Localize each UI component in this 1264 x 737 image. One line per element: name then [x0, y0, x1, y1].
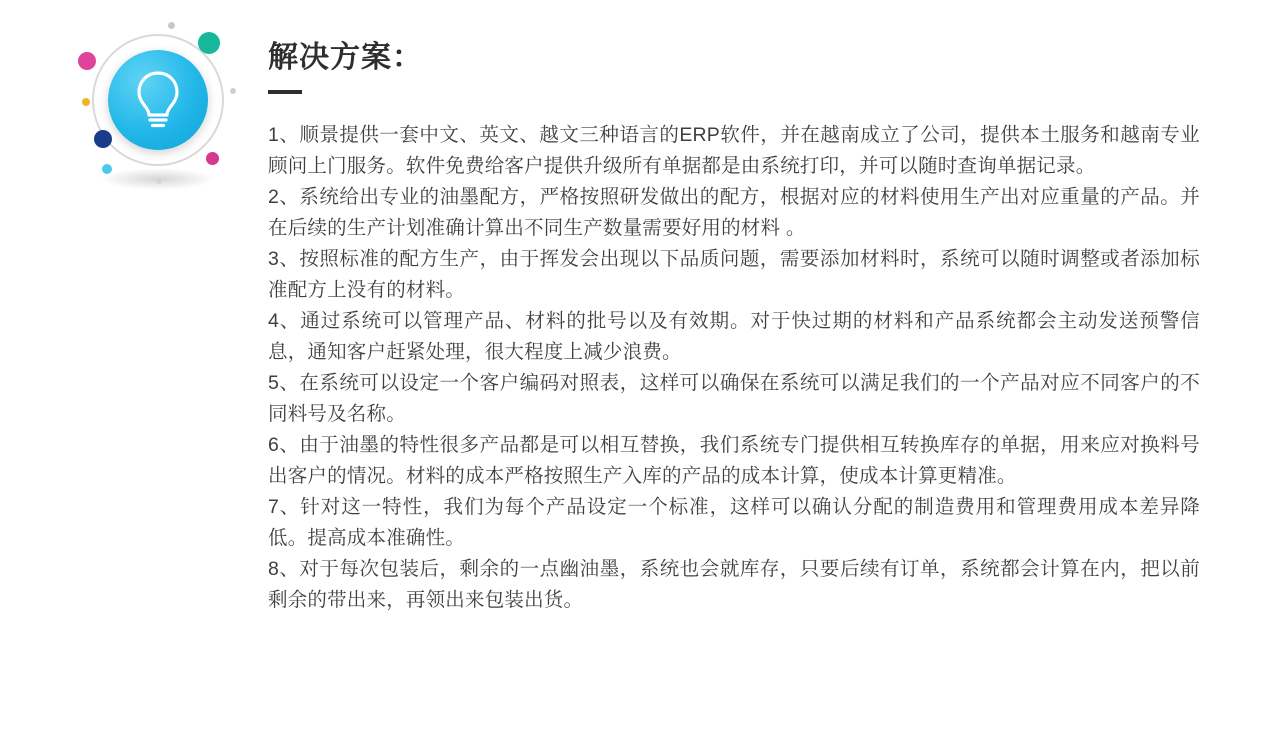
accent-dot-pink-large [78, 52, 96, 70]
accent-dot-teal [198, 32, 220, 54]
lightbulb-icon [108, 50, 208, 150]
solution-paragraph: 6、由于油墨的特性很多产品都是可以相互替换，我们系统专门提供相互转换库存的单据，用来应对换料号出客户的情况。材料的成本严格按照生产入库的产品的成本计算，使成本计算更精准。 [268, 434, 1200, 487]
accent-dot-cyan [102, 164, 112, 174]
accent-dot-gray-1 [168, 22, 175, 29]
accent-dot-navy [94, 130, 112, 148]
solution-paragraph: 2、系统给出专业的油墨配方，严格按照研发做出的配方，根据对应的材料使用生产出对应重量的产品。并在后续的生产计划准确计算出不同生产数量需要好用的材料 。 [268, 186, 1200, 239]
solution-paragraph: 5、在系统可以设定一个客户编码对照表，这样可以确保在系统可以满足我们的一个产品对应不同客户的不同料号及名称。 [268, 372, 1200, 425]
accent-dot-gold [82, 98, 90, 106]
title-underline [268, 90, 302, 94]
accent-dot-pink-small [206, 152, 219, 165]
page-title: 解决方案： [268, 41, 423, 74]
slide-content [268, 40, 1200, 616]
solution-paragraph: 7、针对这一特性，我们为每个产品设定一个标准，这样可以确认分配的制造费用和管理费用成本差异降低。提高成本准确性。 [268, 496, 1200, 549]
solution-paragraph: 1、顺景提供一套中文、英文、越文三种语言的ERP软件，并在越南成立了公司，提供本土服务和越南专业顾问上门服务。软件免费给客户提供升级所有单据都是由系统打印，并可以随时查询单据记录。 [268, 124, 1200, 177]
lightbulb-icon-cluster [60, 18, 260, 198]
solution-paragraph: 8、对于每次包装后，剩余的一点幽油墨，系统也会就库存，只要后续有订单，系统都会计算在内，把以前剩余的带出来，再领出来包装出货。 [268, 558, 1200, 611]
solution-paragraph: 4、通过系统可以管理产品、材料的批号以及有效期。对于快过期的材料和产品系统都会主动发送预警信息，通知客户赶紧处理，很大程度上减少浪费。 [268, 310, 1200, 363]
solution-paragraph-list [268, 120, 1200, 616]
accent-dot-gray-2 [230, 88, 236, 94]
solution-paragraph: 3、按照标准的配方生产，由于挥发会出现以下品质问题，需要添加材料时，系统可以随时调整或者添加标准配方上没有的材料。 [268, 248, 1200, 301]
accent-dot-gray-3 [156, 178, 162, 184]
